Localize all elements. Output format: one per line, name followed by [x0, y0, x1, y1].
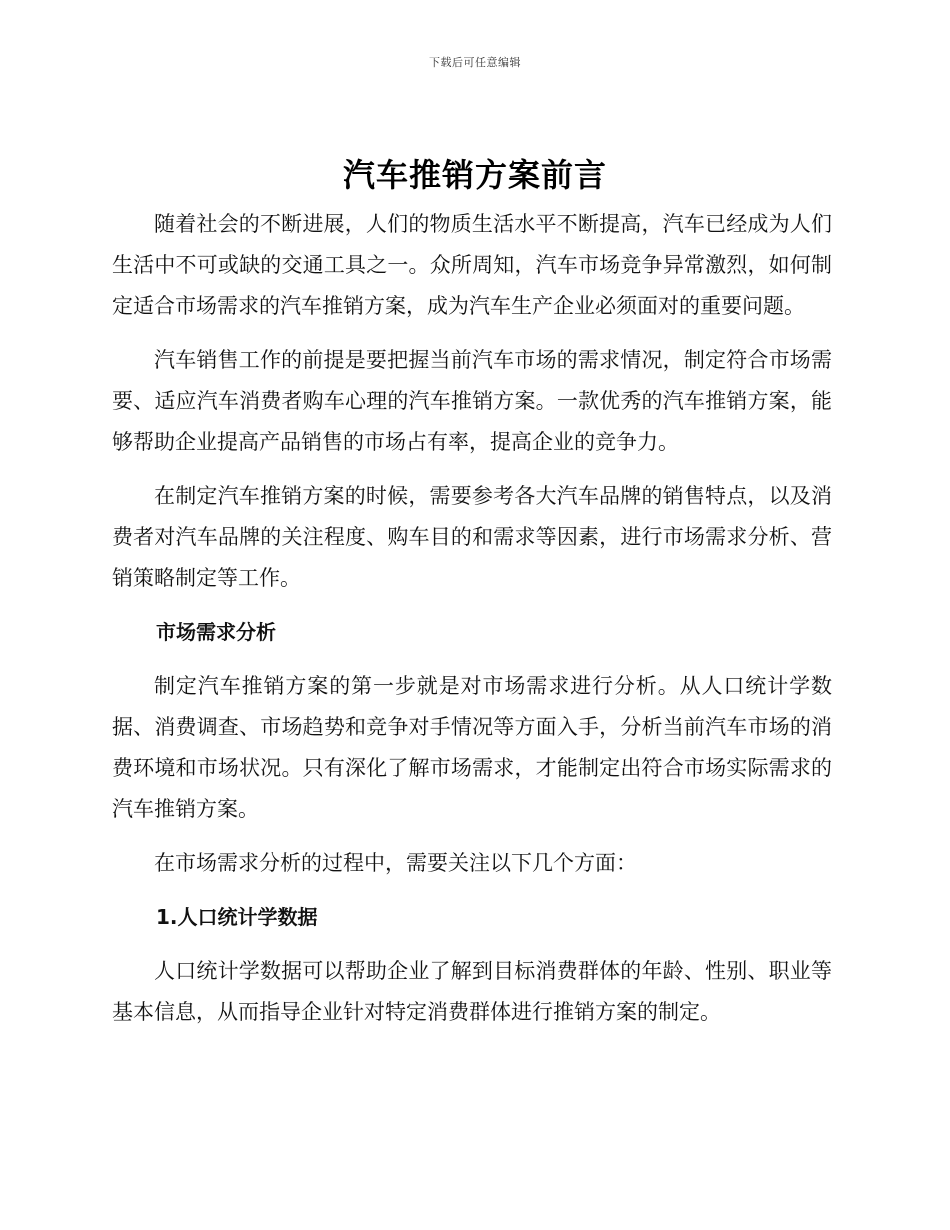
paragraph: 在制定汽车推销方案的时候，需要参考各大汽车品牌的销售特点，以及消费者对汽车品牌的关注程度、购车目的和需求等因素，进行市场需求分析、营销策略制定等工作。	[112, 484, 832, 590]
subsection-heading: 1.人口统计学数据	[156, 905, 318, 929]
paragraph: 制定汽车推销方案的第一步就是对市场需求进行分析。从人口统计学数据、消费调查、市场趋势和竞争对手情况等方面入手，分析当前汽车市场的消费环境和市场状况。只有深化了解市场需求，才能制定出符合市场实际需求的汽车推销方案。	[112, 674, 832, 821]
paragraph: 人口统计学数据可以帮助企业了解到目标消费群体的年龄、性别、职业等基本信息，从而指导企业针对特定消费群体进行推销方案的制定。	[112, 959, 832, 1024]
document-body	[112, 204, 832, 1046]
document-title: 汽车推销方案前言	[342, 156, 607, 194]
paragraph: 随着社会的不断进展，人们的物质生活水平不断提高，汽车已经成为人们生活中不可或缺的交通工具之一。众所周知，汽车市场竞争异常激烈，如何制定适合市场需求的汽车推销方案，成为汽车生产企业必须面对的重要问题。	[112, 212, 832, 318]
paragraph: 在市场需求分析的过程中，需要关注以下几个方面：	[154, 851, 637, 875]
page-header-note: 下载后可任意编辑	[429, 56, 521, 69]
paragraph: 汽车销售工作的前提是要把握当前汽车市场的需求情况，制定符合市场需要、适应汽车消费者购车心理的汽车推销方案。一款优秀的汽车推销方案，能够帮助企业提高产品销售的市场占有率，提高企业的竞争力。	[112, 348, 832, 454]
section-heading: 市场需求分析	[156, 620, 276, 644]
